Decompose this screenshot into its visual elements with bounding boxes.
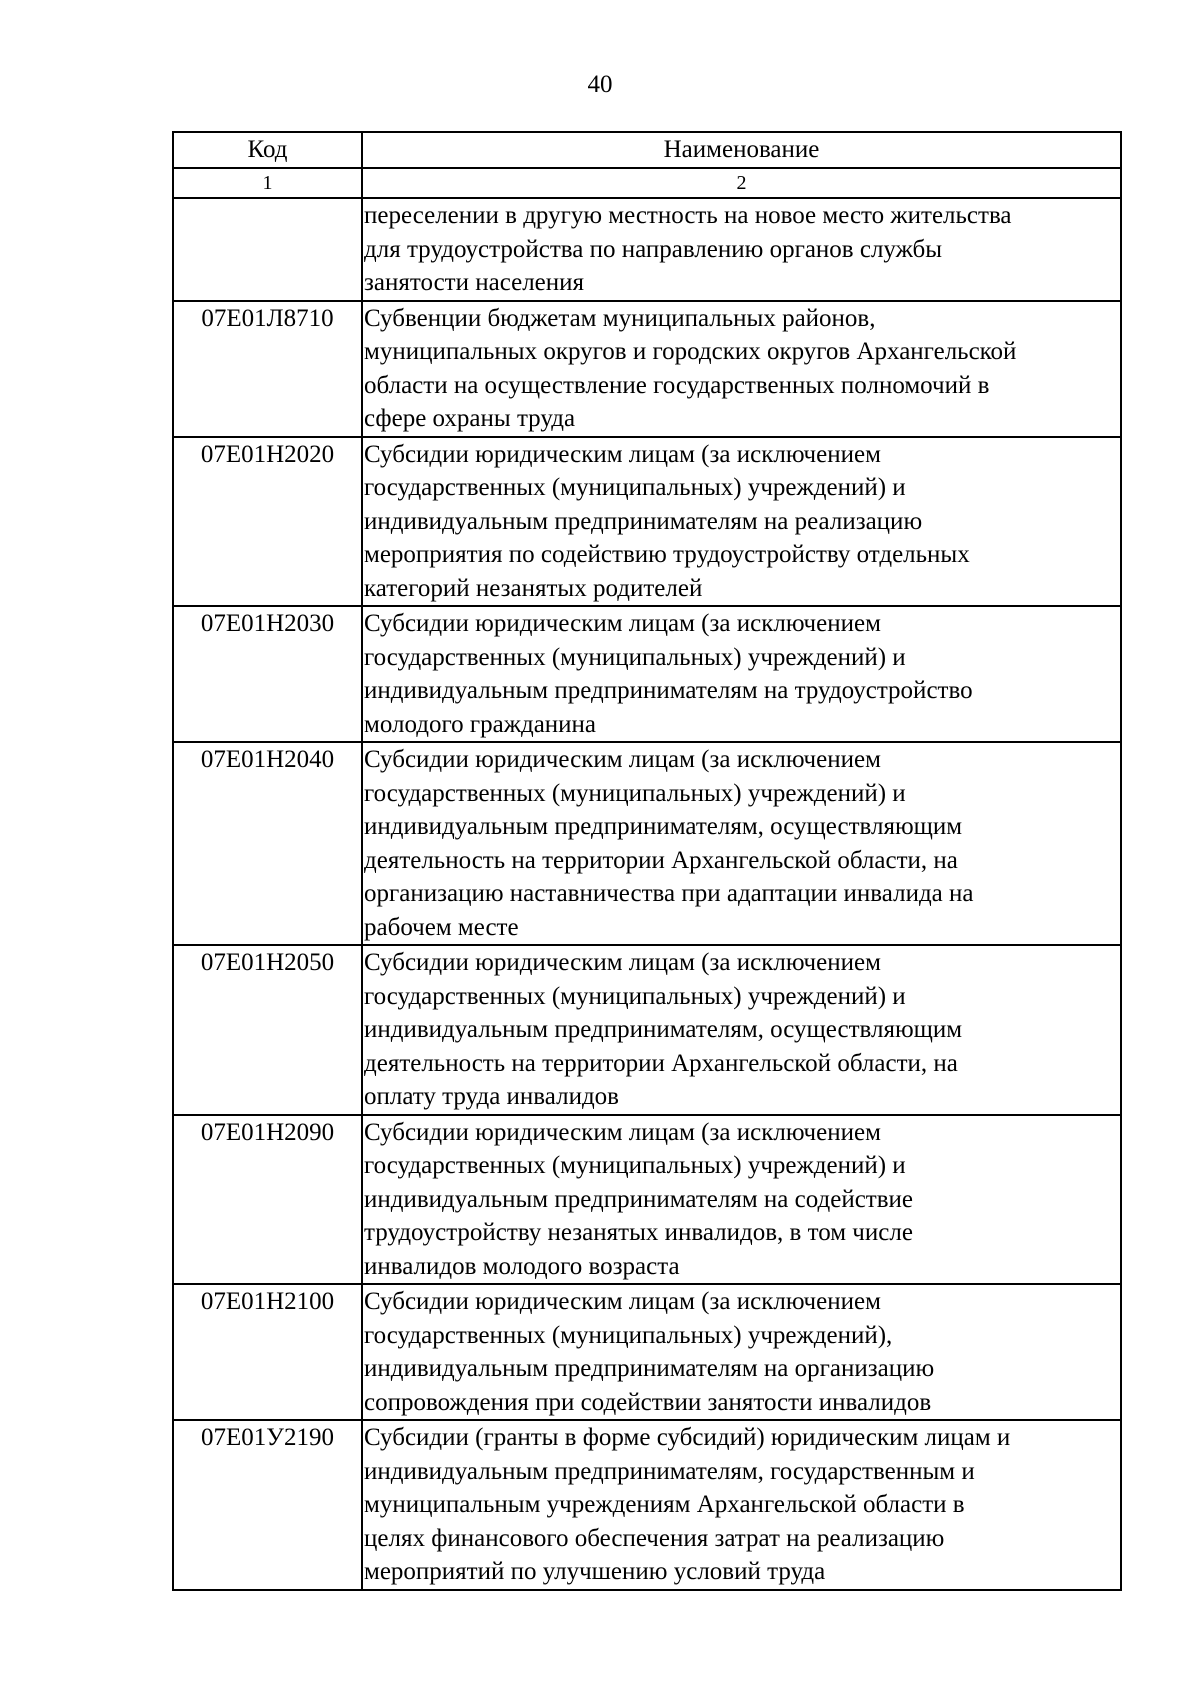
row-name-line: области на осуществление государственных полномочий в [364, 371, 990, 399]
row-name-line: индивидуальным предпринимателям на трудоустройство [364, 677, 973, 704]
row-name-line: Субсидии юридическим лицам (за исключением [364, 610, 881, 637]
row-code [173, 198, 362, 301]
row-code: 07Е01У2190 [173, 1420, 362, 1590]
row-name-line: индивидуальным предпринимателям, осуществляющим [364, 1016, 963, 1043]
row-name-line: целях финансового обеспечения затрат на реализацию [364, 1524, 945, 1552]
row-name-line: категорий незанятых родителей [364, 574, 703, 602]
row-name-line: Субсидии (гранты в форме субсидий) юридическим лицам и [364, 1424, 1011, 1451]
row-code: 07Е01Л8710 [173, 301, 362, 437]
row-name-line: Субсидии юридическим лицам (за исключением [364, 1288, 881, 1315]
table-row [173, 945, 1121, 1115]
column-number-code: 1 [173, 168, 362, 198]
row-name-line: государственных (муниципальных) учреждений) и [364, 982, 906, 1010]
row-name-line: Субсидии юридическим лицам (за исключением [364, 949, 881, 976]
table-row [173, 198, 1121, 301]
row-name-line: для трудоустройства по направлению органов службы [364, 235, 943, 263]
row-name-line: мероприятий по улучшению условий труда [364, 1558, 826, 1585]
row-name-line: индивидуальным предпринимателям на содействие [364, 1185, 914, 1213]
row-name-line: государственных (муниципальных) учреждений) и [364, 1152, 906, 1179]
row-name-line: Субсидии юридическим лицам (за исключением [364, 440, 881, 468]
row-name [362, 742, 1121, 945]
row-name [362, 1420, 1121, 1590]
row-name-line: рабочем месте [364, 913, 519, 941]
row-code: 07Е01Н2030 [173, 606, 362, 742]
row-name-line: мероприятия по содействию трудоустройству отдельных [364, 541, 970, 568]
row-name-line: переселении в другую местность на новое место жительства [364, 202, 1012, 229]
column-number-row [173, 168, 1121, 198]
budget-code-table [172, 131, 1122, 1591]
row-name-line: инвалидов молодого возраста [364, 1252, 680, 1280]
row-code: 07Е01Н2020 [173, 437, 362, 607]
row-code: 07Е01Н2090 [173, 1115, 362, 1285]
column-number-name: 2 [362, 168, 1121, 198]
row-name-line: Субвенции бюджетам муниципальных районов, [364, 304, 876, 332]
table-body [173, 198, 1121, 1590]
header-name: Наименование [362, 132, 1121, 168]
table-header-row [173, 132, 1121, 168]
table-row [173, 742, 1121, 945]
row-name-line: муниципальных округов и городских округов Архангельской [364, 338, 1017, 365]
row-name-line: деятельность на территории Архангельской области, на [364, 1049, 958, 1077]
row-name-line: занятости населения [364, 269, 585, 296]
row-name [362, 437, 1121, 607]
row-name-line: трудоустройству незанятых инвалидов, в том числе [364, 1219, 913, 1246]
table-row [173, 606, 1121, 742]
row-name-line: государственных (муниципальных) учреждений), [364, 1321, 893, 1349]
row-name-line: индивидуальным предпринимателям на реализацию [364, 507, 923, 535]
page-number: 40 [587, 71, 613, 98]
row-name [362, 945, 1121, 1115]
row-name-line: Субсидии юридическим лицам (за исключением [364, 746, 881, 773]
table-row [173, 1284, 1121, 1420]
row-name-line: организацию наставничества при адаптации инвалида на [364, 880, 974, 907]
row-name-line: деятельность на территории Архангельской области, на [364, 846, 958, 874]
row-name-line: государственных (муниципальных) учреждений) и [364, 474, 906, 501]
row-name-line: оплату труда инвалидов [364, 1083, 619, 1110]
row-code: 07Е01Н2100 [173, 1284, 362, 1420]
row-name-line: муниципальным учреждениям Архангельской области в [364, 1491, 965, 1518]
row-name-line: индивидуальным предпринимателям на организацию [364, 1355, 935, 1382]
row-code: 07Е01Н2050 [173, 945, 362, 1115]
row-name [362, 1284, 1121, 1420]
row-name-line: сопровождения при содействии занятости инвалидов [364, 1388, 932, 1416]
row-code: 07Е01Н2040 [173, 742, 362, 945]
row-name-line: индивидуальным предпринимателям, государственным и [364, 1457, 975, 1485]
table-row [173, 437, 1121, 607]
row-name [362, 1115, 1121, 1285]
row-name-line: индивидуальным предпринимателям, осуществляющим [364, 813, 963, 840]
table-row [173, 301, 1121, 437]
table-row [173, 1420, 1121, 1590]
row-name-line: сфере охраны труда [364, 405, 576, 432]
row-name [362, 606, 1121, 742]
table-row [173, 1115, 1121, 1285]
row-name [362, 301, 1121, 437]
row-name-line: государственных (муниципальных) учреждений) и [364, 779, 906, 807]
row-name-line: Субсидии юридическим лицам (за исключением [364, 1118, 881, 1146]
row-name-line: государственных (муниципальных) учреждений) и [364, 643, 906, 671]
row-name [362, 198, 1121, 301]
row-name-line: молодого гражданина [364, 710, 597, 738]
header-code: Код [173, 132, 362, 168]
